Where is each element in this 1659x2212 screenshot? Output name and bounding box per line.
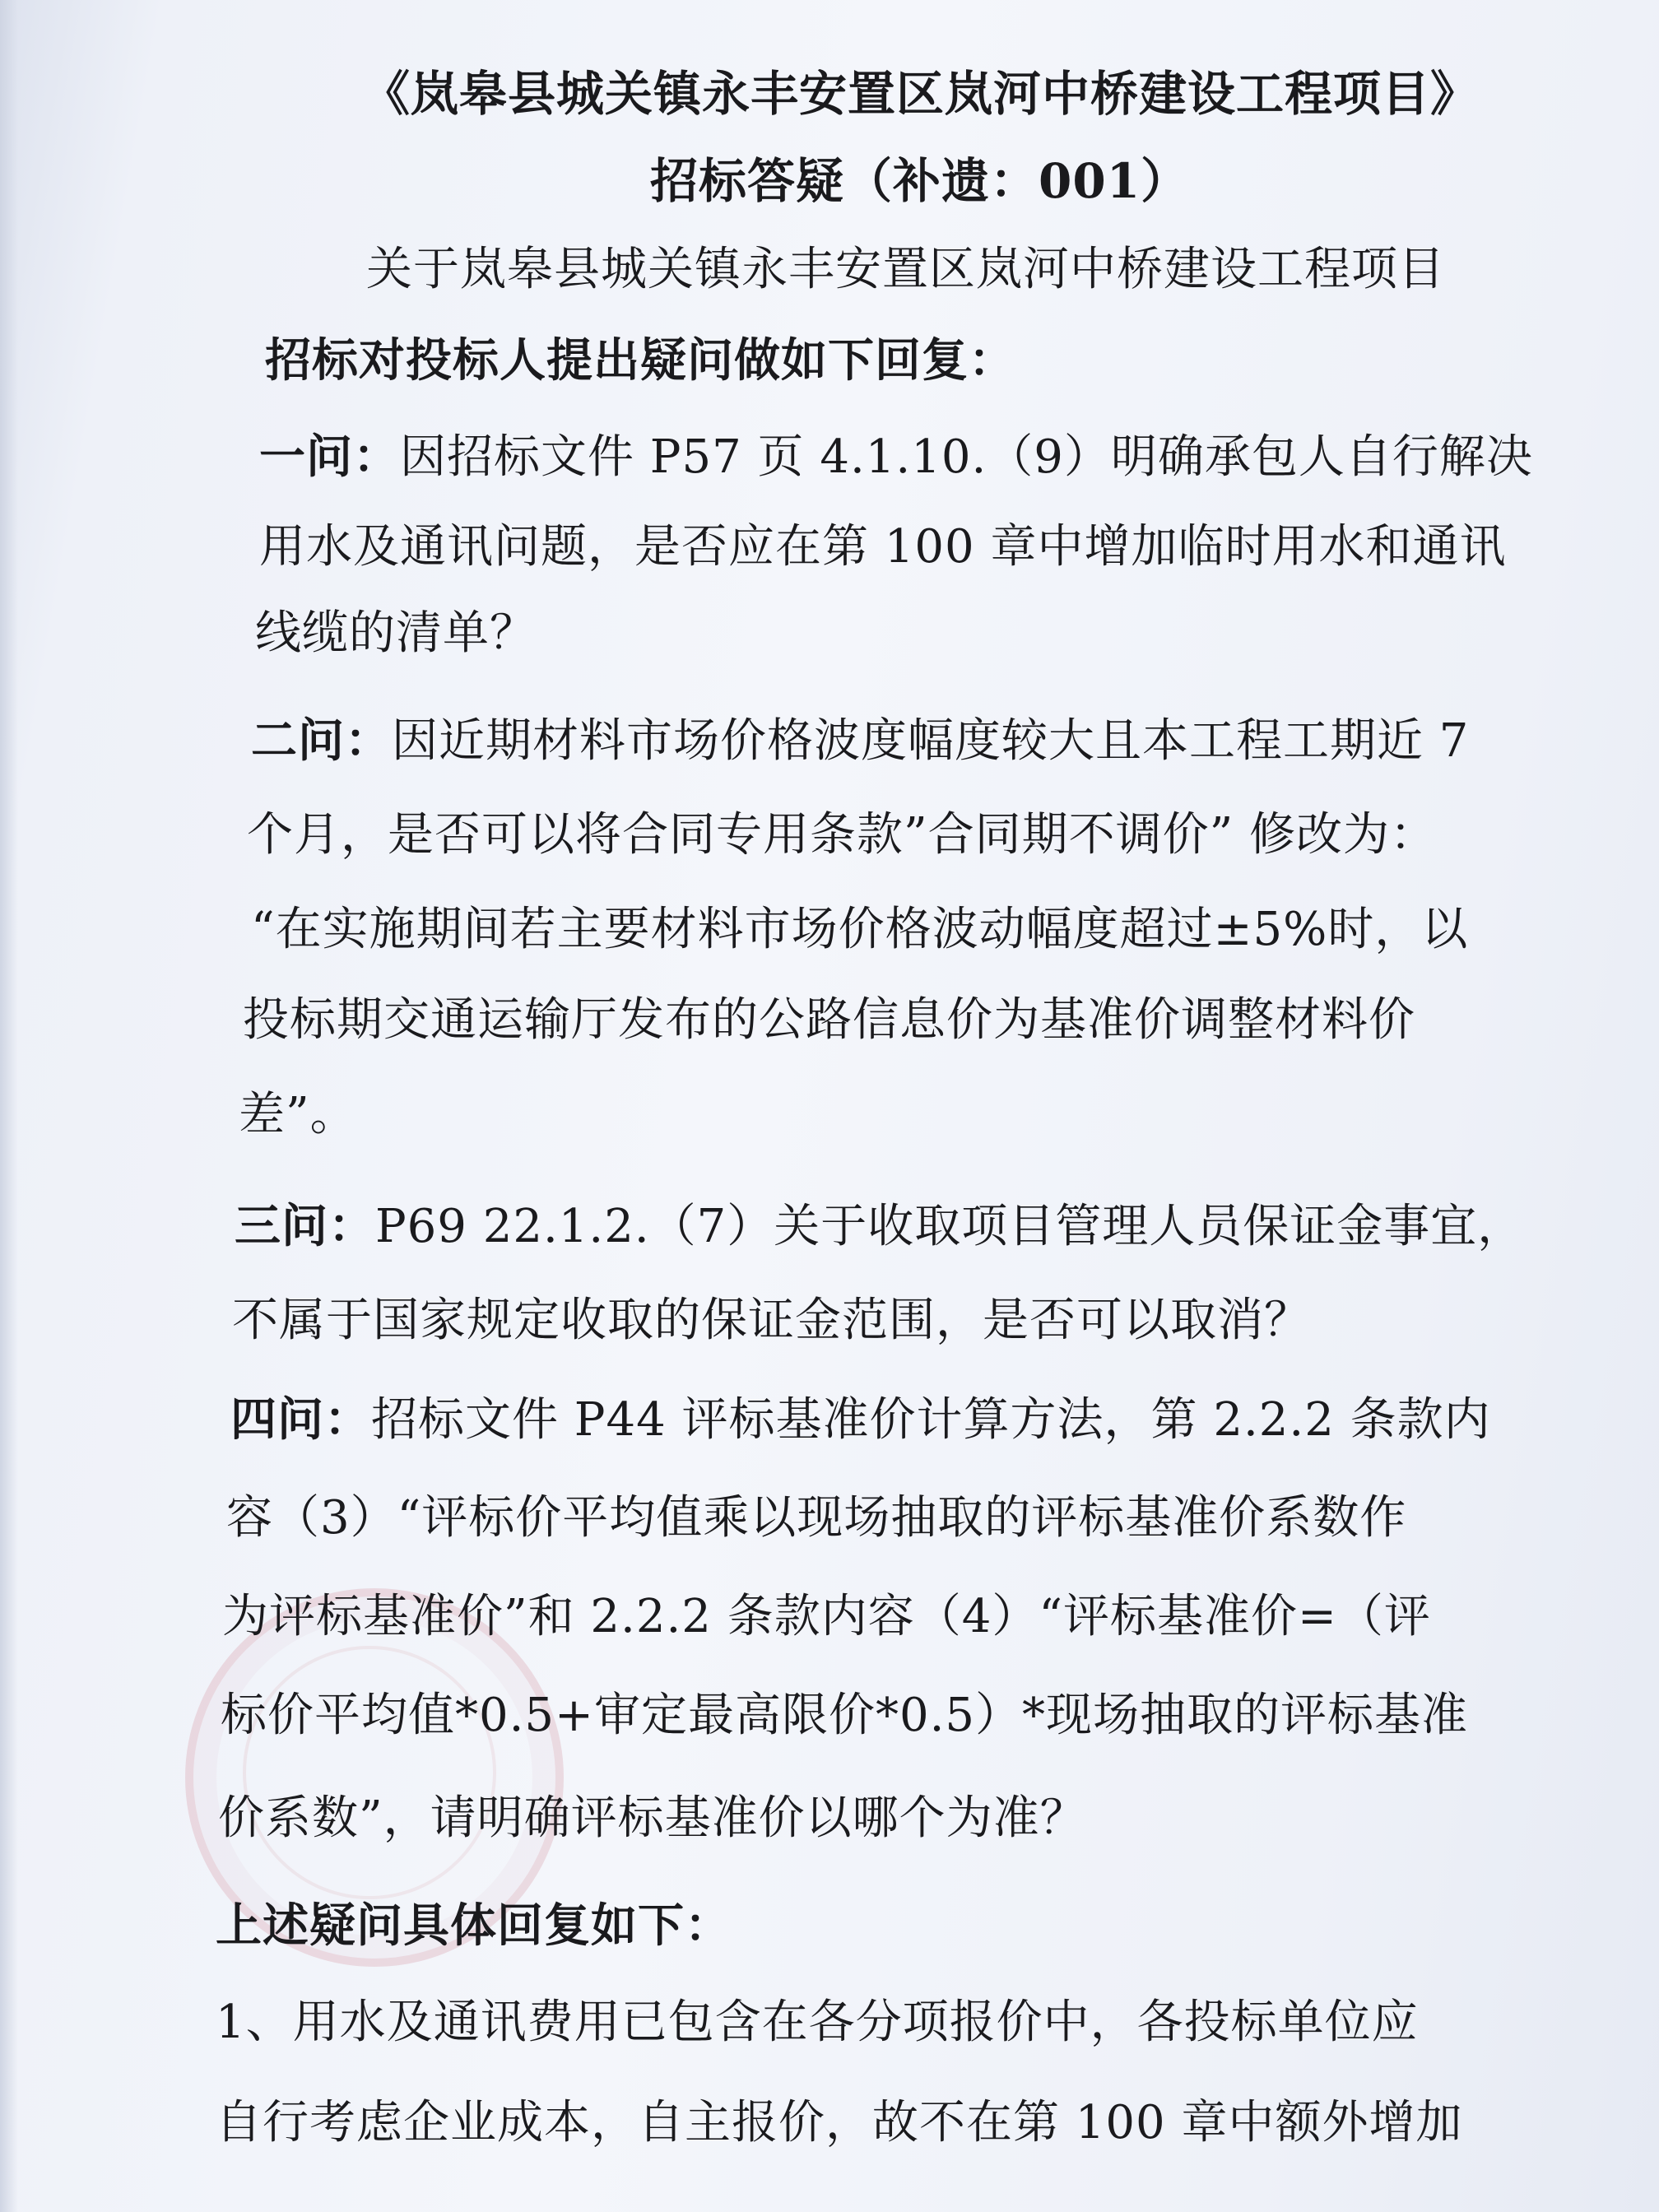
- reply-line-2: 自行考虑企业成本，自主报价，故不在第 100 章中额外增加: [216, 2096, 1463, 2149]
- question-1-first-line: [259, 424, 1533, 490]
- question-2-line-1: 因近期材料市场价格波度幅度较大且本工程工期近 7: [392, 714, 1470, 768]
- question-2-line-3: “在实施期间若主要材料市场价格波动幅度超过±5%时，以: [251, 903, 1469, 956]
- question-2-first-line: [251, 708, 1469, 774]
- question-2-label: 二问：: [251, 713, 392, 768]
- question-3-first-line: [235, 1193, 1524, 1260]
- document-subtitle: 招标答疑（补遗：001）: [650, 153, 1190, 209]
- question-3-label: 三问：: [235, 1199, 375, 1253]
- question-4-line-4: 标价平均值*0.5+审定最高限价*0.5）*现场抽取的评标基准: [221, 1689, 1469, 1742]
- question-4-line-2: 容（3）“评标价平均值乘以现场抽取的评标基准价系数作: [226, 1491, 1407, 1545]
- intro-line-1: 关于岚皋县城关镇永丰安置区岚河中桥建设工程项目: [366, 243, 1445, 296]
- intro-line-2: 招标对投标人提出疑问做如下回复：: [265, 333, 1015, 388]
- question-3-line-1: P69 22.1.2.（7）关于收取项目管理人员保证金事宜，: [375, 1200, 1525, 1253]
- question-1-line-1: 因招标文件 P57 页 4.1.10.（9）明确承包人自行解决: [400, 430, 1533, 484]
- document-title: 《岚皋县城关镇永丰安置区岚河中桥建设工程项目》: [362, 66, 1480, 122]
- question-4-label: 四问：: [230, 1392, 371, 1447]
- question-4-line-5: 价系数”，请明确评标基准价以哪个为准？: [218, 1791, 1087, 1845]
- question-3-line-2: 不属于国家规定收取的保证金范围，是否可以取消？: [232, 1294, 1311, 1347]
- question-1-label: 一问：: [259, 430, 400, 484]
- reply-line-1: 1、用水及通讯费用已包含在各分项报价中，各投标单位应: [216, 1996, 1419, 2049]
- page-shadow-edge: [0, 0, 18, 2212]
- question-4-line-3: 为评标基准价”和 2.2.2 条款内容（4）“评标基准价=（评: [222, 1590, 1431, 1643]
- question-1-line-3: 线缆的清单？: [255, 606, 537, 660]
- question-1-line-2: 用水及通讯问题，是否应在第 100 章中增加临时用水和通讯: [259, 520, 1507, 574]
- question-2-line-4: 投标期交通运输厅发布的公路信息价为基准价调整材料价: [243, 993, 1415, 1047]
- reply-heading: 上述疑问具体回复如下：: [216, 1898, 732, 1953]
- question-4-first-line: [230, 1387, 1491, 1453]
- question-4-line-1: 招标文件 P44 评标基准价计算方法，第 2.2.2 条款内: [371, 1393, 1491, 1447]
- question-2-line-2: 个月，是否可以将合同专用条款”合同期不调价” 修改为：: [247, 808, 1438, 862]
- question-2-line-5: 差”。: [239, 1088, 357, 1141]
